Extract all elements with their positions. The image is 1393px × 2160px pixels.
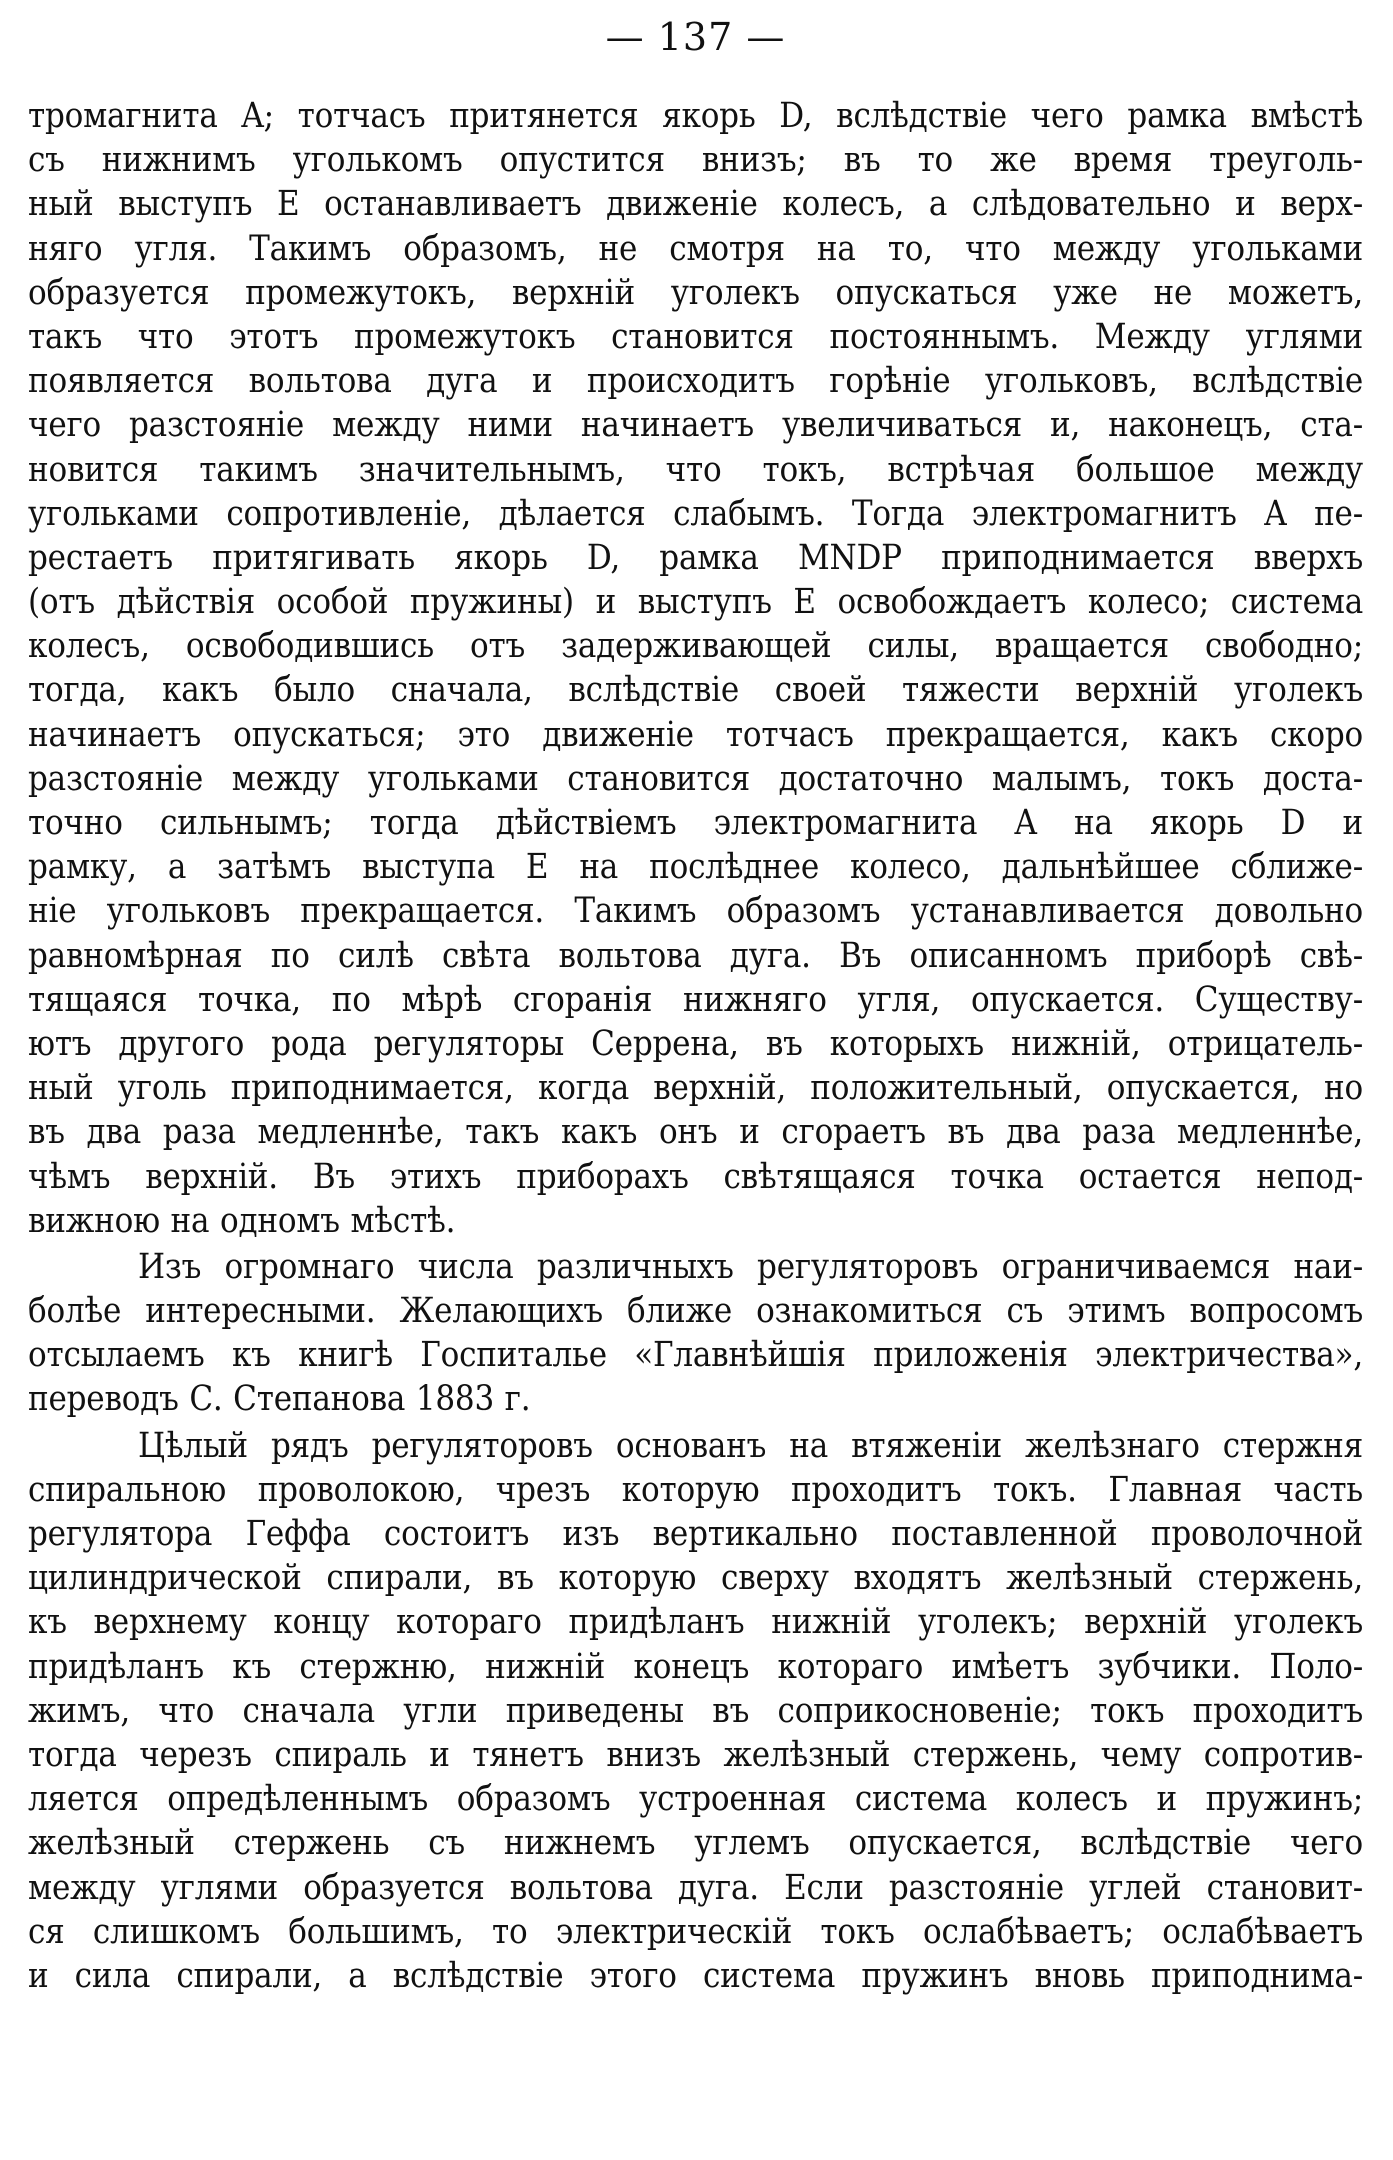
page-number: — 137 —	[605, 15, 786, 59]
text-line: отсылаемъ къ книгѣ Госпиталье «Главнѣйшія приложенія электричества»,	[28, 1335, 1363, 1376]
text-line: тящаяся точка, по мѣрѣ сгоранія нижняго угля, опускается. Существу-	[28, 979, 1363, 1020]
text-line: ніе угольковъ прекращается. Такимъ образомъ устанавливается довольно	[28, 891, 1363, 932]
paragraph-2	[28, 1245, 1363, 1422]
text-line: точно сильнымъ; тогда дѣйствіемъ электромагнита A на якорь D и	[28, 803, 1363, 843]
text-line: ляется опредѣленнымъ образомъ устроенная система колесъ и пружинъ;	[28, 1779, 1363, 1820]
text-line: съ нижнимъ уголькомъ опустится внизъ; въ то же время треуголь-	[28, 140, 1363, 181]
text-line: образуется промежутокъ, верхній уголекъ опускаться уже не можетъ,	[28, 272, 1363, 313]
text-line: тогда черезъ спираль и тянетъ внизъ желѣзный стержень, чему сопротив-	[28, 1734, 1363, 1775]
text-line: тогда, какъ было сначала, вслѣдствіе своей тяжести верхній уголекъ	[28, 670, 1363, 711]
text-line: спиральною проволокою, чрезъ которую проходитъ токъ. Главная часть	[28, 1469, 1363, 1510]
text-line: и сила спирали, а вслѣдствіе этого система пружинъ вновь приподнима-	[28, 1955, 1363, 1996]
text-line: разстояніе между угольками становится достаточно малымъ, токъ доста-	[28, 758, 1363, 799]
text-line: появляется вольтова дуга и происходитъ горѣніе угольковъ, вслѣдствіе	[28, 361, 1363, 402]
text-line: Цѣлый рядъ регуляторовъ основанъ на втяженіи желѣзнаго стержня	[138, 1425, 1363, 1466]
text-line: чѣмъ верхній. Въ этихъ приборахъ свѣтящаяся точка остается непод-	[28, 1156, 1363, 1197]
text-line: ный выступъ E останавливаетъ движеніе колесъ, а слѣдовательно и верх-	[28, 184, 1363, 225]
text-line: ютъ другого рода регуляторы Серрена, въ которыхъ нижній, отрицатель-	[28, 1023, 1363, 1064]
book-page	[28, 14, 1363, 2154]
text-line: равномѣрная по силѣ свѣта вольтова дуга. Въ описанномъ приборѣ свѣ-	[28, 935, 1363, 976]
text-line: между углями образуется вольтова дуга. Если разстояніе углей становит-	[28, 1867, 1363, 1908]
text-line: къ верхнему концу котораго придѣланъ нижній уголекъ; верхній уголекъ	[28, 1602, 1363, 1643]
text-line: желѣзный стержень съ нижнемъ углемъ опускается, вслѣдствіе чего	[28, 1823, 1363, 1864]
text-line: вижною на одномъ мѣстѣ.	[28, 1200, 456, 1241]
text-line: регулятора Геффа состоитъ изъ вертикально поставленной проволочной	[28, 1514, 1363, 1554]
paragraph-3	[28, 1424, 1363, 1998]
text-line: Изъ огромнаго числа различныхъ регуляторовъ ограничиваемся наи-	[138, 1246, 1363, 1287]
text-line: жимъ, что сначала угли приведены въ соприкосновеніе; токъ проходитъ	[28, 1690, 1363, 1731]
text-line: чего разстояніе между ними начинаетъ увеличиваться и, наконецъ, ста-	[28, 405, 1363, 446]
paragraph-1	[28, 94, 1363, 1243]
text-line: ся слишкомъ большимъ, то электрическій токъ ослабѣваетъ; ослабѣваетъ	[28, 1911, 1363, 1952]
text-line: начинаетъ опускаться; это движеніе тотчасъ прекращается, какъ скоро	[28, 714, 1363, 755]
text-line: няго угля. Такимъ образомъ, не смотря на то, что между угольками	[28, 228, 1363, 269]
text-line: придѣланъ къ стержню, нижній конецъ котораго имѣетъ зубчики. Поло-	[28, 1646, 1363, 1687]
text-line: новится такимъ значительнымъ, что токъ, встрѣчая большое между	[28, 449, 1363, 490]
text-line: въ два раза медленнѣе, такъ какъ онъ и сгораетъ въ два раза медленнѣе,	[28, 1112, 1363, 1153]
text-line: цилиндрической спирали, въ которую сверху входятъ желѣзный стержень,	[28, 1558, 1363, 1599]
text-line: (отъ дѣйствія особой пружины) и выступъ E освобождаетъ колесо; система	[28, 582, 1363, 623]
text-line: колесъ, освободившись отъ задерживающей силы, вращается свободно;	[28, 626, 1363, 667]
text-line: переводъ С. Степанова 1883 г.	[28, 1379, 531, 1420]
text-line: болѣе интересными. Желающихъ ближе ознакомиться съ этимъ вопросомъ	[28, 1291, 1363, 1332]
text-line: ный уголь приподнимается, когда верхній, положительный, опускается, но	[28, 1068, 1363, 1109]
text-line: угольками сопротивленіе, дѣлается слабымъ. Тогда электромагнитъ A пе-	[28, 493, 1363, 534]
text-line: рамку, а затѣмъ выступа E на послѣднее колесо, дальнѣйшее сближе-	[28, 847, 1363, 888]
text-line: рестаетъ притягивать якорь D, рамка MNDP приподнимается вверхъ	[28, 537, 1363, 578]
text-line: такъ что этотъ промежутокъ становится постояннымъ. Между углями	[28, 316, 1363, 357]
text-line: тромагнита A; тотчасъ притянется якорь D, вслѣдствіе чего рамка вмѣстѣ	[28, 96, 1363, 136]
body-text	[28, 94, 1363, 1998]
